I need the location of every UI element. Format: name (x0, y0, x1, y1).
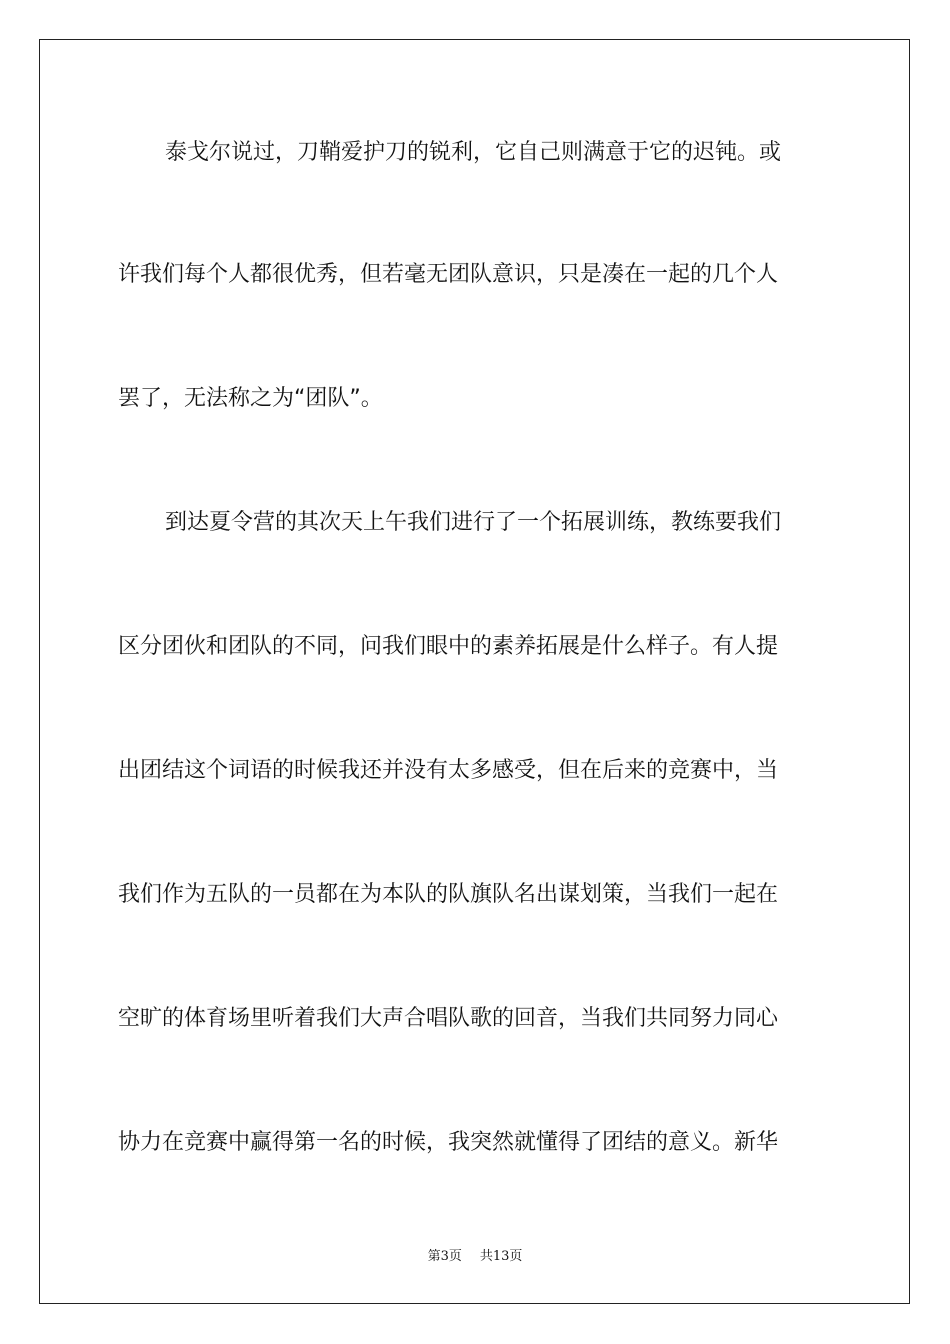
text-line-3: 罢了，无法称之为“团队”。 (118, 386, 383, 411)
text-line-4: 到达夏令营的其次天上午我们进行了一个拓展训练，教练要我们 (165, 510, 782, 535)
text-line-6: 出团结这个词语的时候我还并没有太多感受，但在后来的竞赛中，当 (118, 758, 779, 783)
page-number: 第3页 (427, 1249, 462, 1264)
page-total: 共13页 (479, 1249, 523, 1264)
text-line-9: 协力在竞赛中赢得第一名的时候，我突然就懂得了团结的意义。新华 (118, 1130, 779, 1155)
page-border (39, 39, 910, 1304)
text-line-8: 空旷的体育场里听着我们大声合唱队歌的回音，当我们共同努力同心 (118, 1006, 779, 1031)
page-footer (0, 1245, 950, 1264)
text-line-7: 我们作为五队的一员都在为本队的队旗队名出谋划策，当我们一起在 (118, 882, 779, 907)
text-line-1: 泰戈尔说过，刀鞘爱护刀的锐利，它自己则满意于它的迟钝。或 (165, 140, 782, 165)
text-line-5: 区分团伙和团队的不同，问我们眼中的素养拓展是什么样子。有人提 (118, 634, 779, 659)
text-line-2: 许我们每个人都很优秀，但若毫无团队意识，只是凑在一起的几个人 (118, 262, 779, 287)
